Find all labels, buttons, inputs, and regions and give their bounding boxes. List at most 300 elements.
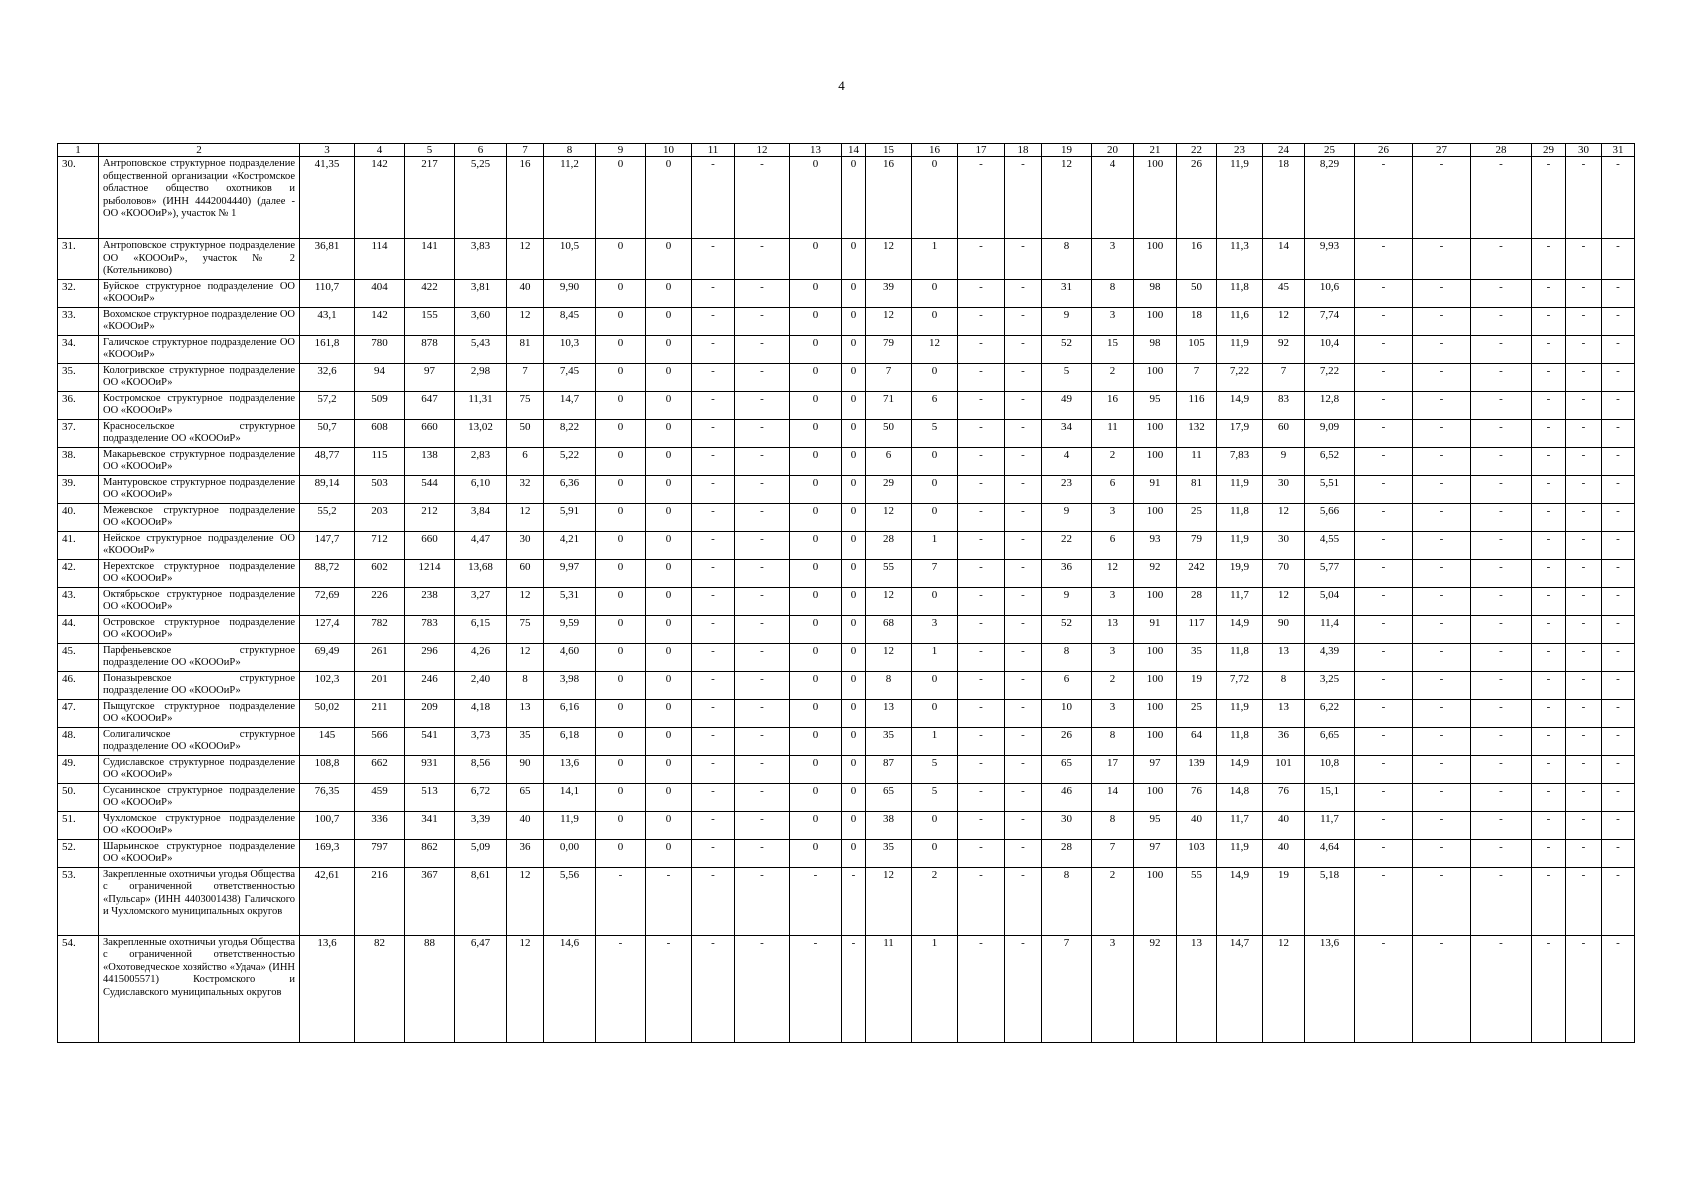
table-cell: 7 [1177, 363, 1217, 391]
table-cell: 92 [1134, 559, 1177, 587]
table-cell: 91 [1134, 475, 1177, 503]
table-cell: 0 [842, 279, 866, 307]
table-cell: 9,97 [544, 559, 596, 587]
table-cell: - [1355, 727, 1413, 755]
table-cell: - [1005, 643, 1042, 671]
table-cell: 3 [1092, 587, 1134, 615]
table-cell: 0 [596, 157, 646, 239]
table-cell: 0 [790, 335, 842, 363]
table-cell: - [692, 363, 735, 391]
table-cell: 100 [1134, 503, 1177, 531]
table-cell: 0 [596, 559, 646, 587]
organization-name: Сусанинское структурное подразделение ОО «КОООиР» [99, 783, 300, 811]
table-cell: 660 [405, 419, 455, 447]
table-cell: - [1005, 157, 1042, 239]
table-cell: - [1413, 157, 1471, 239]
table-cell: - [1471, 307, 1532, 335]
table-row [58, 503, 1635, 531]
table-cell: 28 [866, 531, 912, 559]
table-cell: - [1005, 727, 1042, 755]
table-cell: 1 [912, 935, 958, 1042]
table-cell: - [1602, 811, 1635, 839]
table-cell: 4 [1092, 157, 1134, 239]
table-cell: 12 [866, 867, 912, 935]
table-cell: - [958, 783, 1005, 811]
table-cell: - [1602, 559, 1635, 587]
table-cell: 8 [1092, 727, 1134, 755]
table-row [58, 363, 1635, 391]
table-cell: - [958, 699, 1005, 727]
column-number-header: 28 [1471, 144, 1532, 157]
table-cell: 79 [1177, 531, 1217, 559]
table-cell: - [735, 447, 790, 475]
column-number-header: 21 [1134, 144, 1177, 157]
table-cell: 10,3 [544, 335, 596, 363]
table-cell: 5 [912, 755, 958, 783]
table-cell: 3,60 [455, 307, 507, 335]
table-cell: - [735, 419, 790, 447]
column-number-header: 11 [692, 144, 735, 157]
table-cell: - [692, 935, 735, 1042]
table-cell: - [1602, 419, 1635, 447]
table-cell: 608 [355, 419, 405, 447]
table-cell: 14,8 [1217, 783, 1263, 811]
table-cell: 11,3 [1217, 239, 1263, 280]
table-cell: 0 [912, 447, 958, 475]
table-cell: - [735, 643, 790, 671]
table-cell: 100 [1134, 157, 1177, 239]
table-cell: - [1602, 447, 1635, 475]
table-cell: - [692, 447, 735, 475]
table-cell: 0 [596, 727, 646, 755]
table-cell: 9 [1042, 307, 1092, 335]
table-cell: - [735, 391, 790, 419]
table-cell: - [1471, 615, 1532, 643]
table-cell: 10 [1042, 699, 1092, 727]
table-cell: 108,8 [300, 755, 355, 783]
table-cell: - [1566, 531, 1602, 559]
table-cell: 0 [646, 419, 692, 447]
column-number-header: 1 [58, 144, 99, 157]
table-cell: - [1005, 475, 1042, 503]
organization-name: Судиславское структурное подразделение ОО «КОООиР» [99, 755, 300, 783]
table-cell: 0 [912, 157, 958, 239]
row-number: 50. [58, 783, 99, 811]
table-cell: 367 [405, 867, 455, 935]
table-cell: - [1566, 503, 1602, 531]
table-cell: 50,02 [300, 699, 355, 727]
table-cell: 2,98 [455, 363, 507, 391]
column-number-header: 23 [1217, 144, 1263, 157]
table-cell: - [958, 867, 1005, 935]
table-cell: 8,56 [455, 755, 507, 783]
table-row [58, 671, 1635, 699]
table-cell: - [735, 157, 790, 239]
table-cell: - [1532, 279, 1566, 307]
table-cell: 36 [1263, 727, 1305, 755]
table-cell: 75 [507, 391, 544, 419]
table-cell: 0 [842, 643, 866, 671]
table-cell: 12 [866, 643, 912, 671]
table-cell: 6 [1042, 671, 1092, 699]
table-cell: 296 [405, 643, 455, 671]
table-cell: - [1532, 335, 1566, 363]
row-number: 31. [58, 239, 99, 280]
table-cell: - [1413, 335, 1471, 363]
organization-name: Нейское структурное подразделение ОО «КОООиР» [99, 531, 300, 559]
table-cell: - [1471, 783, 1532, 811]
table-cell: - [1471, 335, 1532, 363]
table-cell: - [1532, 475, 1566, 503]
table-cell: 15 [1092, 335, 1134, 363]
organization-name: Межевское структурное подразделение ОО «КОООиР» [99, 503, 300, 531]
table-cell: 14,9 [1217, 391, 1263, 419]
table-cell: 4,47 [455, 531, 507, 559]
table-cell: 116 [1177, 391, 1217, 419]
table-cell: 14,9 [1217, 867, 1263, 935]
table-cell: 5,56 [544, 867, 596, 935]
column-number-header: 30 [1566, 144, 1602, 157]
table-cell: 55 [1177, 867, 1217, 935]
table-cell: 13,6 [300, 935, 355, 1042]
table-cell: - [1413, 363, 1471, 391]
table-cell: - [735, 699, 790, 727]
table-cell: - [1602, 391, 1635, 419]
table-cell: - [958, 447, 1005, 475]
table-cell: 9 [1042, 587, 1092, 615]
table-cell: - [735, 503, 790, 531]
table-cell: 0 [646, 615, 692, 643]
table-cell: 6 [1092, 475, 1134, 503]
table-cell: - [1566, 307, 1602, 335]
table-cell: 30 [1263, 475, 1305, 503]
table-cell: - [1566, 615, 1602, 643]
table-cell: 4,55 [1305, 531, 1355, 559]
table-cell: 13,6 [544, 755, 596, 783]
table-cell: 6,47 [455, 935, 507, 1042]
table-cell: - [1566, 811, 1602, 839]
table-cell: - [1532, 363, 1566, 391]
table-cell: 17,9 [1217, 419, 1263, 447]
table-cell: 11 [1092, 419, 1134, 447]
row-number: 46. [58, 671, 99, 699]
table-cell: 12 [1263, 307, 1305, 335]
table-cell: 0 [790, 503, 842, 531]
table-cell: 105 [1177, 335, 1217, 363]
table-row [58, 643, 1635, 671]
table-cell: - [1005, 587, 1042, 615]
table-cell: 544 [405, 475, 455, 503]
table-cell: 55,2 [300, 503, 355, 531]
table-cell: 6,36 [544, 475, 596, 503]
table-cell: 341 [405, 811, 455, 839]
table-cell: 15,1 [1305, 783, 1355, 811]
table-cell: - [735, 839, 790, 867]
table-cell: 0 [790, 307, 842, 335]
table-cell: 115 [355, 447, 405, 475]
table-cell: - [1005, 839, 1042, 867]
table-cell: - [1532, 587, 1566, 615]
table-cell: 0 [596, 783, 646, 811]
table-cell: 0 [596, 699, 646, 727]
column-number-header: 6 [455, 144, 507, 157]
table-cell: 0 [842, 239, 866, 280]
table-cell: 138 [405, 447, 455, 475]
table-cell: 35 [1177, 643, 1217, 671]
organization-name: Шарьинское структурное подразделение ОО «КОООиР» [99, 839, 300, 867]
table-cell: 2,83 [455, 447, 507, 475]
table-cell: 566 [355, 727, 405, 755]
table-cell: 55 [866, 559, 912, 587]
table-cell: 11,8 [1217, 643, 1263, 671]
table-cell: 4,18 [455, 699, 507, 727]
table-cell: - [1413, 531, 1471, 559]
table-cell: - [1602, 839, 1635, 867]
table-cell: - [1471, 391, 1532, 419]
table-cell: 0 [912, 699, 958, 727]
table-cell: - [958, 239, 1005, 280]
table-cell: 45 [1263, 279, 1305, 307]
table-cell: 0 [842, 335, 866, 363]
table-cell: 100 [1134, 419, 1177, 447]
table-cell: - [1355, 643, 1413, 671]
table-cell: 5,25 [455, 157, 507, 239]
table-cell: - [735, 531, 790, 559]
table-cell: - [735, 755, 790, 783]
table-cell: 11,7 [1305, 811, 1355, 839]
table-cell: 36 [1042, 559, 1092, 587]
table-cell: 16 [866, 157, 912, 239]
table-cell: 100 [1134, 783, 1177, 811]
table-cell: 0 [790, 699, 842, 727]
table-cell: - [1355, 391, 1413, 419]
table-cell: 90 [507, 755, 544, 783]
table-cell: - [1602, 587, 1635, 615]
table-cell: 6 [912, 391, 958, 419]
table-cell: - [692, 643, 735, 671]
organization-name: Буйское структурное подразделение ОО «КОООиР» [99, 279, 300, 307]
table-cell: 2 [1092, 867, 1134, 935]
table-cell: 26 [1042, 727, 1092, 755]
table-cell: 712 [355, 531, 405, 559]
table-cell: 0 [842, 559, 866, 587]
table-cell: 0 [790, 587, 842, 615]
table-cell: 3,27 [455, 587, 507, 615]
table-cell: 11 [866, 935, 912, 1042]
table-cell: 0 [790, 157, 842, 239]
table-cell: 2 [1092, 447, 1134, 475]
organization-name: Чухломское структурное подразделение ОО «КОООиР» [99, 811, 300, 839]
table-cell: 12 [866, 503, 912, 531]
table-cell: 5 [912, 419, 958, 447]
table-cell: 0 [790, 615, 842, 643]
table-cell: 246 [405, 671, 455, 699]
organization-name: Солигаличское структурное подразделение ОО «КОООиР» [99, 727, 300, 755]
table-cell: 1 [912, 239, 958, 280]
table-cell: 70 [1263, 559, 1305, 587]
table-cell: 9 [1042, 503, 1092, 531]
table-cell: 76,35 [300, 783, 355, 811]
table-cell: - [958, 727, 1005, 755]
table-cell: 10,5 [544, 239, 596, 280]
table-cell: 19 [1177, 671, 1217, 699]
table-cell: 16 [1177, 239, 1217, 280]
table-cell: - [1355, 699, 1413, 727]
table-cell: - [1566, 783, 1602, 811]
table-cell: - [1602, 727, 1635, 755]
table-cell: - [1005, 419, 1042, 447]
table-cell: - [1355, 531, 1413, 559]
table-cell: - [1471, 671, 1532, 699]
table-cell: 422 [405, 279, 455, 307]
column-number-header: 12 [735, 144, 790, 157]
table-cell: - [1566, 279, 1602, 307]
table-cell: - [958, 531, 1005, 559]
column-number-header: 5 [405, 144, 455, 157]
table-cell: 8 [1092, 811, 1134, 839]
table-cell: 11,9 [1217, 531, 1263, 559]
table-cell: 11,6 [1217, 307, 1263, 335]
table-cell: 7,22 [1217, 363, 1263, 391]
table-cell: 509 [355, 391, 405, 419]
table-cell: - [1471, 935, 1532, 1042]
table-cell: - [1413, 699, 1471, 727]
table-cell: - [1355, 363, 1413, 391]
table-cell: - [1413, 279, 1471, 307]
table-cell: 8 [1092, 279, 1134, 307]
table-cell: - [1355, 239, 1413, 280]
table-cell: - [1602, 755, 1635, 783]
table-cell: 13 [866, 699, 912, 727]
table-cell: 0 [646, 279, 692, 307]
table-cell: 92 [1263, 335, 1305, 363]
table-cell: - [958, 307, 1005, 335]
table-cell: 30 [1042, 811, 1092, 839]
table-cell: 42,61 [300, 867, 355, 935]
table-cell: 8 [1042, 643, 1092, 671]
table-cell: 14,9 [1217, 615, 1263, 643]
table-row [58, 811, 1635, 839]
table-cell: 12 [507, 239, 544, 280]
table-cell: 5 [1042, 363, 1092, 391]
table-cell: 0 [596, 755, 646, 783]
table-cell: 76 [1263, 783, 1305, 811]
table-cell: 212 [405, 503, 455, 531]
table-cell: - [1355, 839, 1413, 867]
table-cell: 0 [842, 391, 866, 419]
table-cell: 79 [866, 335, 912, 363]
table-cell: 6,18 [544, 727, 596, 755]
table-cell: - [735, 559, 790, 587]
table-cell: 404 [355, 279, 405, 307]
table-cell: 503 [355, 475, 405, 503]
table-cell: - [1413, 783, 1471, 811]
table-cell: 4,64 [1305, 839, 1355, 867]
column-number-header: 31 [1602, 144, 1635, 157]
table-cell: 5,09 [455, 839, 507, 867]
table-cell: 5,31 [544, 587, 596, 615]
table-cell: 0 [646, 755, 692, 783]
table-cell: 29 [866, 475, 912, 503]
table-row [58, 699, 1635, 727]
table-cell: - [1005, 559, 1042, 587]
table-cell: 3,39 [455, 811, 507, 839]
table-cell: - [1471, 279, 1532, 307]
table-cell: - [958, 475, 1005, 503]
organization-name: Вохомское структурное подразделение ОО «КОООиР» [99, 307, 300, 335]
table-cell: 8,29 [1305, 157, 1355, 239]
table-cell: 14,1 [544, 783, 596, 811]
table-cell: - [1602, 279, 1635, 307]
table-cell: 48,77 [300, 447, 355, 475]
table-cell: 6 [866, 447, 912, 475]
table-cell: - [692, 307, 735, 335]
table-cell: 6 [1092, 531, 1134, 559]
table-cell: 3,83 [455, 239, 507, 280]
table-cell: 0 [842, 811, 866, 839]
table-cell: 0 [912, 811, 958, 839]
table-cell: - [1413, 447, 1471, 475]
table-cell: 0 [596, 447, 646, 475]
table-cell: 2 [1092, 671, 1134, 699]
table-cell: - [1566, 363, 1602, 391]
table-cell: 11,8 [1217, 279, 1263, 307]
organization-name: Парфеньевское структурное подразделение ОО «КОООиР» [99, 643, 300, 671]
table-cell: - [596, 867, 646, 935]
column-number-header: 13 [790, 144, 842, 157]
table-cell: - [1413, 935, 1471, 1042]
table-cell: - [958, 391, 1005, 419]
table-cell: 5,91 [544, 503, 596, 531]
table-cell: - [1471, 363, 1532, 391]
table-cell: - [1355, 475, 1413, 503]
table-cell: 12 [1263, 587, 1305, 615]
table-cell: 0 [842, 503, 866, 531]
table-cell: - [958, 419, 1005, 447]
table-cell: - [1566, 755, 1602, 783]
table-cell: - [1602, 643, 1635, 671]
table-cell: 14,7 [544, 391, 596, 419]
column-number-header: 25 [1305, 144, 1355, 157]
table-cell: 12 [912, 335, 958, 363]
table-cell: 11 [1177, 447, 1217, 475]
table-cell: 155 [405, 307, 455, 335]
table-cell: 0 [912, 671, 958, 699]
table-cell: 3,81 [455, 279, 507, 307]
row-number: 54. [58, 935, 99, 1042]
table-row [58, 615, 1635, 643]
table-cell: 40 [1177, 811, 1217, 839]
table-cell: 64 [1177, 727, 1217, 755]
table-cell: 169,3 [300, 839, 355, 867]
page-number: 4 [838, 78, 845, 93]
table-cell: 65 [1042, 755, 1092, 783]
table-cell: 38 [866, 811, 912, 839]
table-cell: 3,73 [455, 727, 507, 755]
table-cell: - [958, 755, 1005, 783]
table-cell: - [1566, 699, 1602, 727]
table-cell: - [1471, 699, 1532, 727]
table-cell: 6,16 [544, 699, 596, 727]
table-cell: 0 [646, 587, 692, 615]
table-cell: - [1355, 279, 1413, 307]
table-cell: 5,43 [455, 335, 507, 363]
table-cell: 132 [1177, 419, 1217, 447]
table-cell: - [1532, 157, 1566, 239]
table-cell: 161,8 [300, 335, 355, 363]
table-cell: - [1471, 531, 1532, 559]
table-cell: 139 [1177, 755, 1217, 783]
